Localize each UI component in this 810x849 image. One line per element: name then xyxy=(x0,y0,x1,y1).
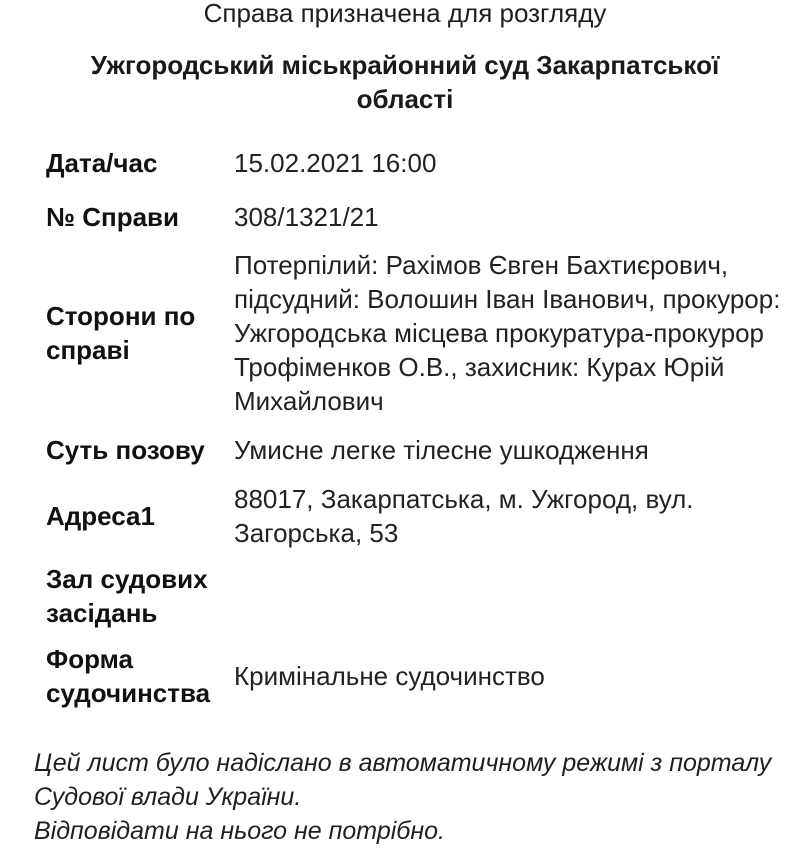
parties-value: Потерпілий: Рахімов Євген Бахтиєрович, підсудний: Волошин Іван Іванович, прокурор: Ужгородська місцева прокуратура-прокурор Трофіменков О.В., захисник: Курах Юрій Михайлович xyxy=(234,250,781,416)
court-name-title: Ужгородський міськрайонний суд Закарпатської області xyxy=(90,50,720,114)
claim-label: Суть позову xyxy=(46,435,205,465)
case-number-row xyxy=(46,198,790,236)
hall-value xyxy=(234,562,790,630)
hall-label: Зал судових засідань xyxy=(46,564,208,628)
procedure-row xyxy=(46,642,790,710)
hall-row xyxy=(46,562,790,630)
footer-auto-notice: Цей лист було надіслано в автоматичному режимі з порталу Судової влади України. xyxy=(34,749,772,811)
address-row xyxy=(46,482,790,550)
notice-intro: Справа призначена для розгляду xyxy=(203,0,607,28)
address-label: Адреса1 xyxy=(46,501,155,531)
claim-row xyxy=(46,430,790,470)
datetime-label: Дата/час xyxy=(46,148,158,178)
case-number-value: 308/1321/21 xyxy=(234,202,379,232)
claim-value: Умисне легке тілесне ушкодження xyxy=(234,435,649,465)
auto-message-footer xyxy=(34,746,794,848)
procedure-value: Кримінальне судочинство xyxy=(234,661,545,691)
case-number-label: № Справи xyxy=(46,202,179,232)
footer-no-reply-notice: Відповідати на нього не потрібно. xyxy=(34,817,445,845)
procedure-label: Форма судочинства xyxy=(46,644,211,708)
datetime-row xyxy=(46,140,790,186)
datetime-value: 15.02.2021 16:00 xyxy=(234,148,437,178)
address-value: 88017, Закарпатська, м. Ужгород, вул. Загорська, 53 xyxy=(234,484,694,548)
parties-label: Сторони по справі xyxy=(46,301,196,365)
parties-row xyxy=(46,248,790,418)
case-details-table xyxy=(38,128,798,722)
